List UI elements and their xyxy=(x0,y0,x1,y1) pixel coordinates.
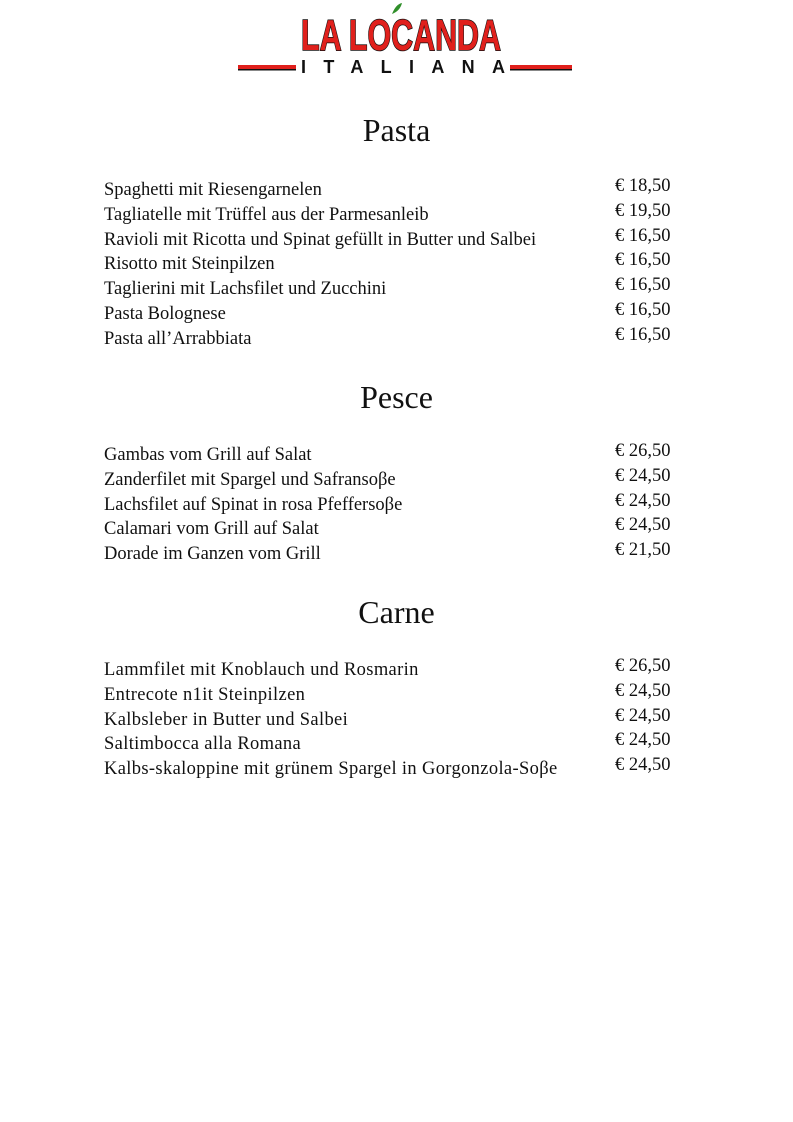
menu-item xyxy=(104,755,684,780)
menu-item xyxy=(104,441,684,466)
section-title-pasta: Pasta xyxy=(362,112,431,148)
menu-item xyxy=(104,656,684,681)
section-title-pesce: Pesce xyxy=(360,379,433,415)
logo-wordmark xyxy=(296,0,506,58)
dish-price: € 16,50 xyxy=(615,250,671,271)
logo-tagline-bar xyxy=(238,52,572,76)
dish-price: € 24,50 xyxy=(615,680,671,701)
menu-item xyxy=(104,515,684,540)
dish-name: Tagliatelle mit Trüffel aus der Parmesanleib xyxy=(104,204,429,225)
dish-name: Kalbs-skaloppine mit grünem Spargel in Gorgonzola-Soβe xyxy=(104,759,558,780)
menu-item xyxy=(104,325,684,350)
menu-list-carne xyxy=(104,656,684,780)
dish-name: Gambas vom Grill auf Salat xyxy=(104,445,312,465)
dish-price: € 24,50 xyxy=(615,490,671,511)
menu-item xyxy=(104,226,684,251)
menu-item xyxy=(104,706,684,731)
dish-price: € 18,50 xyxy=(615,176,671,196)
menu-item xyxy=(104,300,684,325)
dish-name: Entrecote n1it Steinpilzen xyxy=(104,684,306,705)
menu-item xyxy=(104,201,684,226)
dish-name: Dorade im Ganzen vom Grill xyxy=(104,544,321,565)
dish-name: Kalbsleber in Butter und Salbei xyxy=(104,709,349,730)
dish-name: Risotto mit Steinpilzen xyxy=(104,254,275,275)
dish-price: € 16,50 xyxy=(615,275,671,296)
dish-name: Taglierini mit Lachsfilet und Zucchini xyxy=(104,279,387,300)
dish-name: Zanderfilet mit Spargel und Safransoβe xyxy=(104,469,396,490)
logo-name: LA LOCANDA xyxy=(301,11,501,60)
dish-price: € 24,50 xyxy=(615,730,671,751)
dish-price: € 16,50 xyxy=(615,299,671,320)
menu-item xyxy=(104,540,684,565)
menu-item xyxy=(104,466,684,491)
menu-item xyxy=(104,730,684,755)
dish-price: € 24,50 xyxy=(615,515,671,536)
menu-item xyxy=(104,681,684,706)
dish-name: Pasta all’Arrabbiata xyxy=(104,328,252,349)
restaurant-logo xyxy=(238,0,572,80)
dish-name: Ravioli mit Ricotta und Spinat gefüllt in Butter und Salbei xyxy=(104,229,537,250)
menu-item xyxy=(104,250,684,275)
logo-tagline: ITALIANA xyxy=(301,57,505,77)
menu-list-pasta xyxy=(104,176,684,350)
dish-price: € 19,50 xyxy=(615,200,671,221)
menu-item xyxy=(104,176,684,201)
dish-name: Lachsfilet auf Spinat in rosa Pfeffersoβe xyxy=(104,494,403,515)
dish-price: € 24,50 xyxy=(615,705,671,726)
dish-price: € 16,50 xyxy=(615,324,671,345)
dish-name: Lammfilet mit Knoblauch und Rosmarin xyxy=(104,660,419,680)
dish-name: Calamari vom Grill auf Salat xyxy=(104,519,319,540)
dish-price: € 24,50 xyxy=(615,755,671,776)
dish-name: Spaghetti mit Riesengarnelen xyxy=(104,180,322,200)
dish-name: Pasta Bolognese xyxy=(104,303,226,324)
menu-item xyxy=(104,491,684,516)
dish-price: € 16,50 xyxy=(615,225,671,246)
dish-price: € 21,50 xyxy=(615,540,671,561)
section-title-carne: Carne xyxy=(358,594,435,630)
menu-list-pesce xyxy=(104,441,684,565)
menu-item xyxy=(104,275,684,300)
dish-price: € 26,50 xyxy=(615,656,671,676)
dish-name: Saltimbocca alla Romana xyxy=(104,734,302,755)
dish-price: € 24,50 xyxy=(615,465,671,486)
dish-price: € 26,50 xyxy=(615,441,671,461)
